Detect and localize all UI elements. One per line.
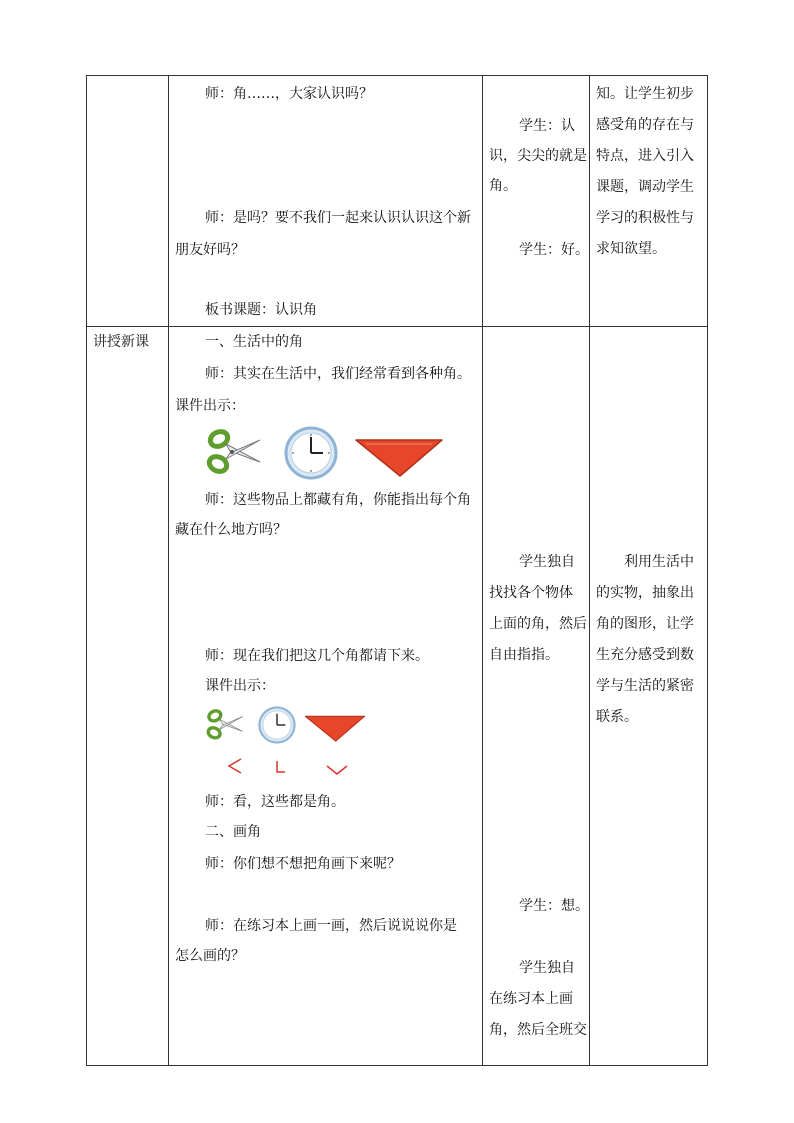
student-line: 在练习本上画 xyxy=(489,991,573,1007)
teacher-line: 师：其实在生活中，我们经常看到各种角。 xyxy=(205,366,471,382)
teacher-line: 朋友好吗？ xyxy=(175,242,245,258)
clock-icon xyxy=(284,426,338,480)
col-border-3 xyxy=(589,75,590,1066)
teacher-line: 师：在练习本上画一画，然后说说说你是 xyxy=(205,918,457,934)
intent-line: 利用生活中 xyxy=(624,554,694,570)
teacher-line: 师：角……，大家认识吗？ xyxy=(205,86,373,102)
student-line: 学生独自 xyxy=(519,554,575,570)
intent-line: 知。让学生初步 xyxy=(596,86,694,102)
section-heading: 二、画角 xyxy=(205,824,261,840)
teacher-line: 师：你们想不想把角画下来呢？ xyxy=(205,856,401,872)
col-border-0 xyxy=(86,75,87,1066)
table-bottom-border xyxy=(86,1065,708,1066)
teacher-line: 课件出示： xyxy=(205,678,275,694)
board-title-line: 板书课题：认识角 xyxy=(205,302,317,318)
intent-line: 学与生活的紧密 xyxy=(596,678,694,694)
intent-line: 的实物，抽象出 xyxy=(596,585,694,601)
student-line: 学生：好。 xyxy=(519,242,589,258)
teacher-line: 课件出示： xyxy=(175,398,245,414)
student-line: 找找各个物体 xyxy=(489,585,573,601)
teacher-line: 藏在什么地方吗？ xyxy=(175,522,287,538)
intent-line: 学习的积极性与 xyxy=(596,210,694,226)
angle-mark-icon xyxy=(326,764,348,776)
col-border-1 xyxy=(168,75,169,1066)
col-border-4 xyxy=(707,75,708,1066)
angle-mark-icon xyxy=(227,757,243,775)
intent-line: 角的图形，让学 xyxy=(596,616,694,632)
scissors-icon xyxy=(206,428,262,474)
student-line: 学生：认 xyxy=(519,118,575,134)
student-line: 自由指指。 xyxy=(489,647,559,663)
student-line: 学生：想。 xyxy=(519,898,589,914)
col-border-2 xyxy=(482,75,483,1066)
red-scarf-icon xyxy=(354,436,444,478)
teacher-line: 师：看，这些都是角。 xyxy=(205,794,345,810)
intent-line: 生充分感受到数 xyxy=(596,647,694,663)
intent-line: 感受角的存在与 xyxy=(596,117,694,133)
stage-label: 讲授新课 xyxy=(93,334,149,350)
teacher-line: 师：这些物品上都藏有角，你能指出每个角 xyxy=(205,492,471,508)
teacher-line: 师：现在我们把这几个角都请下来。 xyxy=(205,648,429,664)
teacher-line: 师：是吗？要不我们一起来认识认识这个新 xyxy=(205,210,471,226)
intent-line: 特点，进入引入 xyxy=(596,148,694,164)
teacher-line: 怎么画的？ xyxy=(175,948,245,964)
scissors-icon xyxy=(206,708,244,740)
student-line: 学生独自 xyxy=(519,960,575,976)
intent-line: 课题，调动学生 xyxy=(596,179,694,195)
clock-icon xyxy=(258,706,296,744)
student-line: 角。 xyxy=(489,178,517,194)
student-line: 上面的角，然后 xyxy=(489,616,587,632)
intent-line: 联系。 xyxy=(596,709,638,725)
section-heading: 一、生活中的角 xyxy=(205,334,303,350)
angle-mark-icon xyxy=(275,760,287,774)
intent-line: 求知欲望。 xyxy=(596,241,666,257)
row-divider xyxy=(86,326,708,327)
table-top-border xyxy=(86,75,708,76)
student-line: 角，然后全班交 xyxy=(489,1022,587,1038)
student-line: 识，尖尖的就是 xyxy=(489,148,587,164)
red-scarf-icon xyxy=(304,713,366,743)
